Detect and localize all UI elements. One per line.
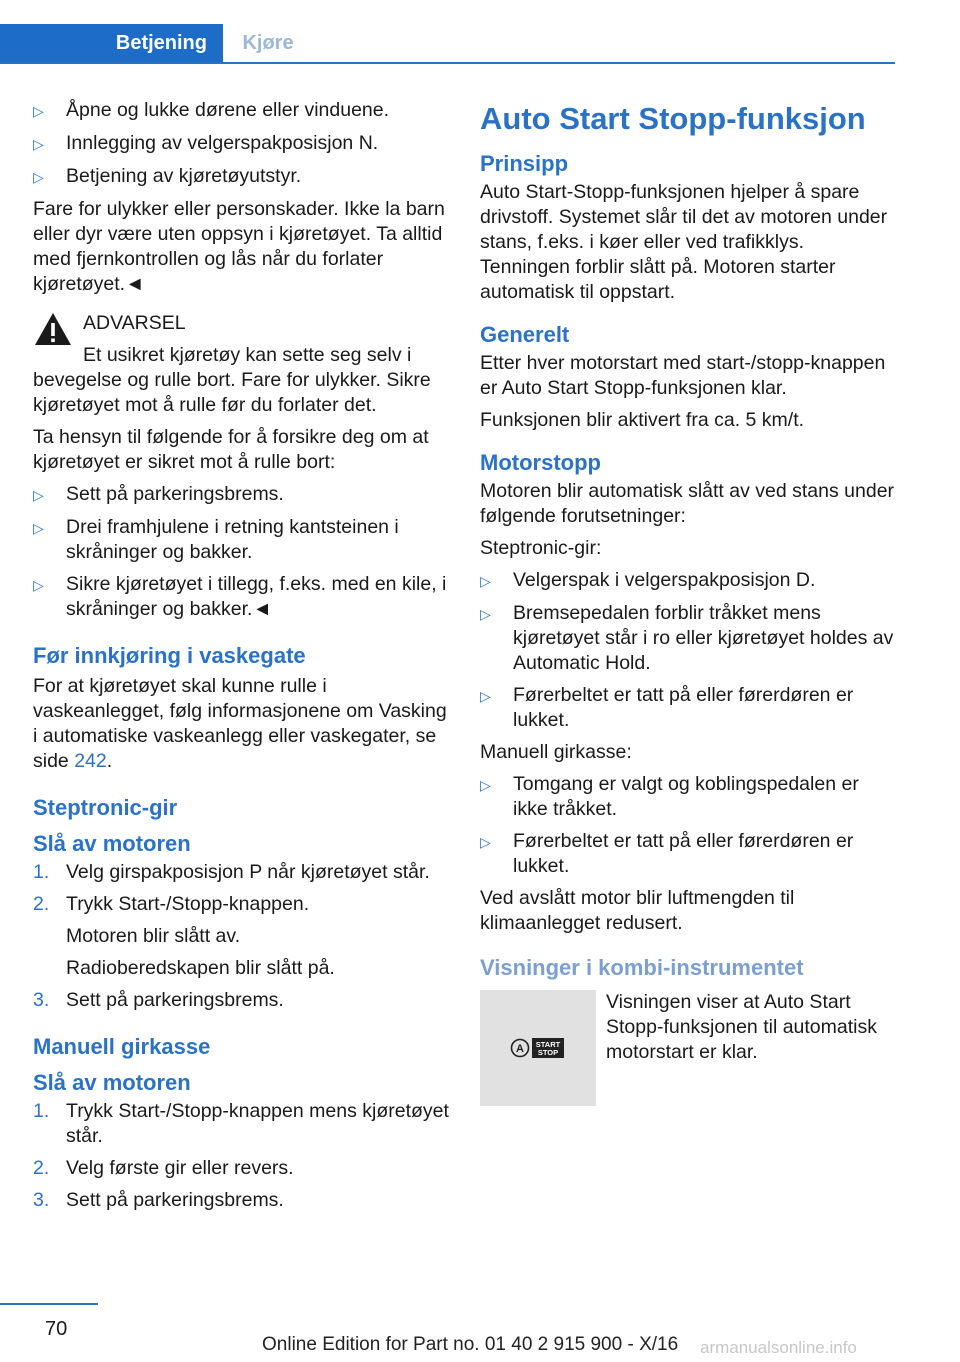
svg-text:START: START <box>535 1040 561 1049</box>
triangle-bullet-icon: ▷ <box>480 777 491 793</box>
subheading-stop-engine: Slå av motoren <box>33 1070 191 1095</box>
paragraph: Etter hver motorstart med start-/stopp-knappen er Auto Start Stopp-funksjonen klar. <box>480 352 886 399</box>
list-item: ▷ Drei framhjulene i retning kantsteinen i skråninger og bakker. <box>33 516 399 563</box>
page-link[interactable]: 242 <box>74 750 107 772</box>
list-item: ▷ Tomgang er valgt og koblingspedalen er ikke tråkket. <box>480 773 859 820</box>
triangle-bullet-icon: ▷ <box>33 577 44 593</box>
list-item: ▷ Førerbeltet er tatt på eller førerdøren er lukket. <box>480 830 854 877</box>
step-note: Motoren blir slått av. <box>66 925 241 947</box>
list-item: ▷ Velgerspak i velgerspakposisjon D. <box>480 568 898 594</box>
step-note: Radioberedskapen blir slått på. <box>66 957 335 979</box>
warning-text: bevegelse og rulle bort. Fare for ulykker. Sikre kjøretøyet mot å rulle før du forlater det. <box>33 369 431 416</box>
subheading-general: Generelt <box>480 322 570 347</box>
warning-line: Et usikret kjøretøy kan sette seg selv i <box>83 344 412 366</box>
triangle-bullet-icon: ▷ <box>480 688 491 704</box>
display-figure-row <box>480 990 898 1106</box>
warning-block <box>33 311 451 418</box>
triangle-bullet-icon: ▷ <box>480 606 491 622</box>
section-heading-car-wash: Før innkjøring i vaskegate <box>33 643 306 668</box>
paragraph: Manuell girkasse: <box>480 741 632 763</box>
right-column <box>480 100 898 1106</box>
paragraph: Ved avslått motor blir luftmengden til klimaanlegget redusert. <box>480 887 795 934</box>
triangle-bullet-icon: ▷ <box>33 136 44 152</box>
display-description: Visningen viser at Auto Start Stopp-funksjonen til automatisk motorstart er klar. <box>606 991 877 1063</box>
list-item: ▷ Sikre kjøretøyet i tillegg, f.eks. med en kile, i skråninger og bakker.◄ <box>33 573 447 620</box>
list-item: ▷ Betjening av kjøretøyutstyr. <box>33 164 451 190</box>
step-item: 2. Trykk Start-/Stopp-knappen. <box>33 893 310 915</box>
paragraph: Auto Start-Stopp-funksjonen hjelper å spare drivstoff. Systemet slår til det av motoren under stans, f.eks. i køer eller ved trafikklys. Tenningen forblir slått på. Motoren starter automatisk til oppstart. <box>480 181 888 303</box>
page-title: Auto Start Stopp-funksjon <box>480 101 866 136</box>
auto-start-stop-display-image <box>480 990 596 1106</box>
triangle-bullet-icon: ▷ <box>480 573 491 589</box>
triangle-bullet-icon: ▷ <box>33 103 44 119</box>
list-item: ▷ Innlegging av velgerspakposisjon N. <box>33 131 451 157</box>
list-item: ▷ Førerbeltet er tatt på eller førerdøren er lukket. <box>480 684 854 731</box>
section-heading-manual: Manuell girkasse <box>33 1034 211 1059</box>
triangle-bullet-icon: ▷ <box>480 834 491 850</box>
paragraph: Steptronic-gir: <box>480 537 602 559</box>
list-item: ▷ Åpne og lukke dørene eller vinduene. <box>33 98 451 124</box>
triangle-bullet-icon: ▷ <box>33 169 44 185</box>
section-heading-steptronic: Steptronic-gir <box>33 795 178 820</box>
edition-footer: Online Edition for Part no. 01 40 2 915 900 - X/16 <box>262 1334 679 1355</box>
svg-text:A: A <box>516 1043 524 1055</box>
step-item: 3. Sett på parkeringsbrems. <box>33 1189 284 1211</box>
warning-triangle-icon <box>33 311 83 368</box>
left-column <box>33 98 451 1220</box>
tab-kjore[interactable]: Kjøre <box>242 31 294 54</box>
step-item: 2. Velg første gir eller revers. <box>33 1157 294 1179</box>
page-number: 70 <box>45 1318 68 1340</box>
tab-betjening[interactable]: Betjening <box>0 24 223 62</box>
watermark: armanualsonline.info <box>700 1338 857 1357</box>
warning-title: ADVARSEL <box>83 312 186 334</box>
paragraph: Fare for ulykker eller personskader. Ikke la barn eller dyr være uten oppsyn i kjøretøyet. Ta alltid med fjernkontrollen og lås når du forlater kjøretøyet.◄ <box>33 198 445 295</box>
auto-start-stop-icon <box>510 1036 566 1060</box>
svg-text:STOP: STOP <box>537 1048 559 1057</box>
page-header <box>0 24 895 64</box>
list-item: ▷ Bremsepedalen forblir tråkket mens kjøretøyet står i ro eller kjøretøyet holdes av Automatic Hold. <box>480 602 894 674</box>
step-item: 1. Trykk Start-/Stopp-knappen mens kjøretøyet står. <box>33 1100 449 1147</box>
subheading-principle: Prinsipp <box>480 151 569 176</box>
list-item: ▷ Sett på parkeringsbrems. <box>33 482 451 508</box>
step-item: 3. Sett på parkeringsbrems. <box>33 989 284 1011</box>
subheading-engine-stop: Motorstopp <box>480 450 601 475</box>
paragraph: Ta hensyn til følgende for å forsikre deg om at kjøretøyet er sikret mot å rulle bort: <box>33 426 429 473</box>
paragraph: Motoren blir automatisk slått av ved stans under følgende forutsetninger: <box>480 480 895 527</box>
paragraph: Funksjonen blir aktivert fra ca. 5 km/t. <box>480 409 805 431</box>
triangle-bullet-icon: ▷ <box>33 520 44 536</box>
step-item: 1. Velg girspakposisjon P når kjøretøyet står. <box>33 861 430 883</box>
subheading-stop-engine: Slå av motoren <box>33 831 191 856</box>
paragraph: For at kjøretøyet skal kunne rulle i vaskeanlegget, følg informasjonene om Vasking i automatiske vaskeanlegg eller vaskegater, se side 242. <box>33 675 447 772</box>
subheading-displays: Visninger i kombi-instrumentet <box>480 955 804 980</box>
triangle-bullet-icon: ▷ <box>33 487 44 503</box>
footer-rule <box>0 1303 98 1305</box>
